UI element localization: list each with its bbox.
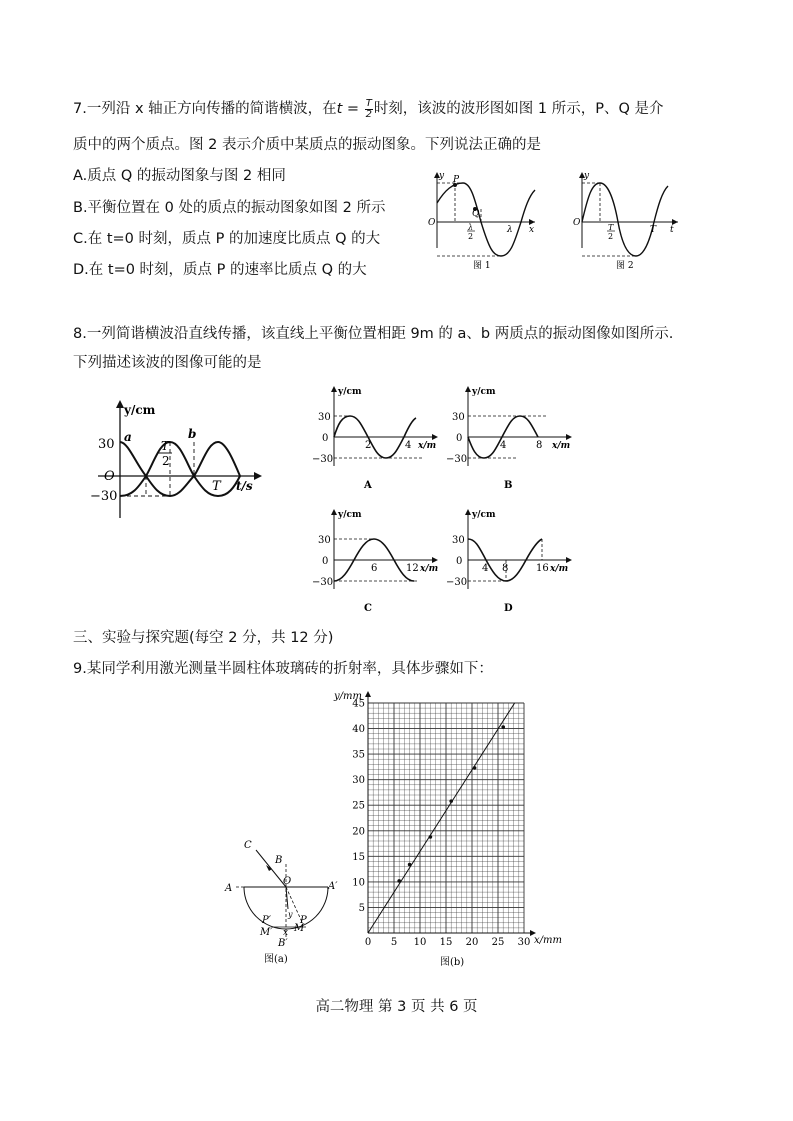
fig1-P-label: P xyxy=(453,175,460,185)
q8-main-minus30: −30 xyxy=(90,489,118,504)
data-point xyxy=(449,799,453,803)
opt-d-tick2: 8 xyxy=(502,563,509,574)
y-tick-label: 35 xyxy=(352,749,365,761)
y-tick-label: 20 xyxy=(352,826,365,838)
opt-b-minus30: −30 xyxy=(446,454,468,465)
y-axis-arrow xyxy=(365,691,371,697)
chart-grid xyxy=(368,703,524,933)
opt-d-tick3: 16 xyxy=(536,563,549,574)
x-tick-label: 10 xyxy=(413,937,427,948)
q8-option-d-graph xyxy=(446,505,576,615)
fig-a-M: M xyxy=(294,923,305,934)
q7-t-variable: t xyxy=(336,101,343,117)
fig-a-B-prime: B′ xyxy=(278,938,288,949)
x-tick-label: 15 xyxy=(439,937,453,948)
fig-a-x: x xyxy=(283,928,289,938)
x-tick-label: 25 xyxy=(491,937,505,948)
y-tick-label: 10 xyxy=(352,877,365,889)
q8-main-b: b xyxy=(188,427,197,441)
fig1-lambda: λ xyxy=(507,225,513,235)
fig1-lambda-half-den: 2 xyxy=(468,232,474,241)
q8-main-a: a xyxy=(124,430,132,444)
q7-stem-b: 时刻，该波的波形图如图 1 所示，P、Q 是介 xyxy=(373,101,664,117)
chart-xlabel: x/mm xyxy=(534,935,562,946)
q7-figure-1 xyxy=(425,168,540,272)
q8-main-origin: O xyxy=(104,469,115,484)
opt-c-xlabel: x/m xyxy=(420,564,439,574)
opt-a-ylabel: y/cm xyxy=(338,387,362,397)
opt-a-label: A xyxy=(364,480,372,491)
q9-stem: 9.某同学利用激光测量半圆柱体玻璃砖的折射率，具体步骤如下： xyxy=(73,661,493,677)
y-tick-label: 25 xyxy=(352,800,365,812)
opt-d-xlabel: x/m xyxy=(550,564,569,574)
q8-stem-line1: 8.一列简谐横波沿直线传播，该直线上平衡位置相距 9m 的 a、b 两质点的振动图像如图所示. xyxy=(73,326,674,342)
data-point xyxy=(429,835,433,839)
fig2-origin: O xyxy=(573,218,581,228)
fig1-lambda-half-num: λ xyxy=(468,223,474,232)
opt-c-ylabel: y/cm xyxy=(338,510,362,520)
opt-b-0: 0 xyxy=(456,433,463,444)
x-tick-label: 30 xyxy=(517,937,531,948)
fig-a-O: O xyxy=(283,876,292,887)
x-tick-label: 0 xyxy=(364,937,372,948)
opt-d-ylabel: y/cm xyxy=(472,510,496,520)
fig1-Q-label: Q xyxy=(472,209,480,219)
q7-frac-num: T xyxy=(365,97,372,109)
chart-ylabel: y/mm xyxy=(334,691,362,702)
fig1-origin: O xyxy=(428,218,436,228)
opt-a-0: 0 xyxy=(322,433,329,444)
q7-option-c: C.在 t=0 时刻，质点 P 的加速度比质点 Q 的大 xyxy=(73,231,381,247)
fig-a-P-prime: P′ xyxy=(262,915,271,926)
fig-a-y: y xyxy=(288,910,293,919)
fig1-x-label: x xyxy=(529,225,535,235)
q7-stem-line1 xyxy=(73,98,733,120)
q8-option-a-graph xyxy=(312,382,442,492)
q8-main-T-half-num: T xyxy=(161,439,170,453)
fig-a-C: C xyxy=(244,840,252,851)
fig2-T-half-den: 2 xyxy=(608,232,614,241)
fig2-T: T xyxy=(650,225,657,235)
opt-b-xlabel: x/m xyxy=(552,441,571,451)
opt-d-30: 30 xyxy=(452,535,465,546)
opt-c-0: 0 xyxy=(322,556,329,567)
page-footer: 高二物理 第 3 页 共 6 页 xyxy=(315,999,478,1015)
q9-figure-b-chart xyxy=(330,685,580,975)
opt-c-30: 30 xyxy=(318,535,331,546)
y-tick-label: 15 xyxy=(352,851,365,863)
opt-d-minus30: −30 xyxy=(446,577,468,588)
data-point xyxy=(473,766,477,770)
opt-a-tick1: 2 xyxy=(365,440,372,451)
q8-main-T-half-den: 2 xyxy=(162,454,170,468)
q7-option-a: A.质点 Q 的振动图象与图 2 相同 xyxy=(73,168,286,184)
opt-c-tick2: 12 xyxy=(406,563,419,574)
q7-stem-line2: 质中的两个质点。图 2 表示介质中某质点的振动图象。下列说法正确的是 xyxy=(73,137,541,153)
fig-a-M-prime: M′ xyxy=(260,927,273,938)
q8-main-ylabel: y/cm xyxy=(124,403,156,417)
chart-ticks xyxy=(352,699,530,949)
opt-c-minus30: −30 xyxy=(312,577,334,588)
fig-a-P: P xyxy=(300,915,307,926)
opt-a-30: 30 xyxy=(318,412,331,423)
fig-b-caption: 图(b) xyxy=(440,957,465,968)
q8-main-T: T xyxy=(212,479,221,494)
opt-b-tick1: 4 xyxy=(500,440,507,451)
q8-main-30: 30 xyxy=(98,437,115,452)
q8-option-c-graph xyxy=(312,505,442,615)
opt-a-xlabel: x/m xyxy=(418,441,437,451)
y-tick-label: 30 xyxy=(352,775,365,787)
q8-main-xlabel: t/s xyxy=(236,479,253,493)
opt-c-tick1: 6 xyxy=(371,563,378,574)
opt-b-label: B xyxy=(504,480,513,491)
opt-a-minus30: −30 xyxy=(312,454,334,465)
opt-d-label: D xyxy=(504,603,513,614)
fig2-t-label: t xyxy=(670,225,674,235)
fig-a-A-prime: A′ xyxy=(328,881,338,892)
section-3-heading: 三、实验与探究题(每空 2 分，共 12 分) xyxy=(73,630,334,646)
q8-main-graph xyxy=(88,392,268,522)
fig2-T-half-num: T xyxy=(608,223,614,232)
q8-stem-line2: 下列描述该波的图像可能的是 xyxy=(73,355,262,371)
q7-equals: = xyxy=(342,101,364,117)
fig2-y-label: y xyxy=(584,171,590,181)
x-tick-label: 5 xyxy=(390,937,398,948)
q7-figure-2 xyxy=(570,168,685,272)
data-point xyxy=(397,879,401,883)
y-tick-label: 40 xyxy=(352,724,365,736)
q7-fraction xyxy=(365,99,373,120)
q7-option-b: B.平衡位置在 0 处的质点的振动图象如图 2 所示 xyxy=(73,200,386,216)
fig1-caption: 图 1 xyxy=(473,261,491,271)
q7-option-d: D.在 t=0 时刻，质点 P 的速率比质点 Q 的大 xyxy=(73,262,367,278)
y-tick-label: 5 xyxy=(358,902,365,914)
y-tick-label: 45 xyxy=(352,698,365,710)
data-point xyxy=(501,725,505,729)
fig-a-caption: 图(a) xyxy=(264,954,288,965)
x-tick-label: 20 xyxy=(465,937,479,948)
fig1-y-label: y xyxy=(439,171,445,181)
opt-d-tick1: 4 xyxy=(482,563,489,574)
opt-a-tick2: 4 xyxy=(405,440,412,451)
fig2-caption: 图 2 xyxy=(616,261,634,271)
q7-frac-den: 2 xyxy=(365,108,372,120)
opt-b-30: 30 xyxy=(452,412,465,423)
q8-option-b-graph xyxy=(446,382,576,492)
opt-c-label: C xyxy=(364,603,372,614)
opt-b-tick2: 8 xyxy=(536,440,543,451)
opt-d-0: 0 xyxy=(456,556,463,567)
data-point xyxy=(408,863,412,867)
chart-axes xyxy=(365,691,536,936)
q7-stem-a: 7.一列沿 x 轴正方向传播的简谐横波，在 xyxy=(73,101,337,117)
fig-a-A: A xyxy=(225,883,233,894)
opt-b-ylabel: y/cm xyxy=(472,387,496,397)
fig-a-B: B xyxy=(275,855,283,866)
